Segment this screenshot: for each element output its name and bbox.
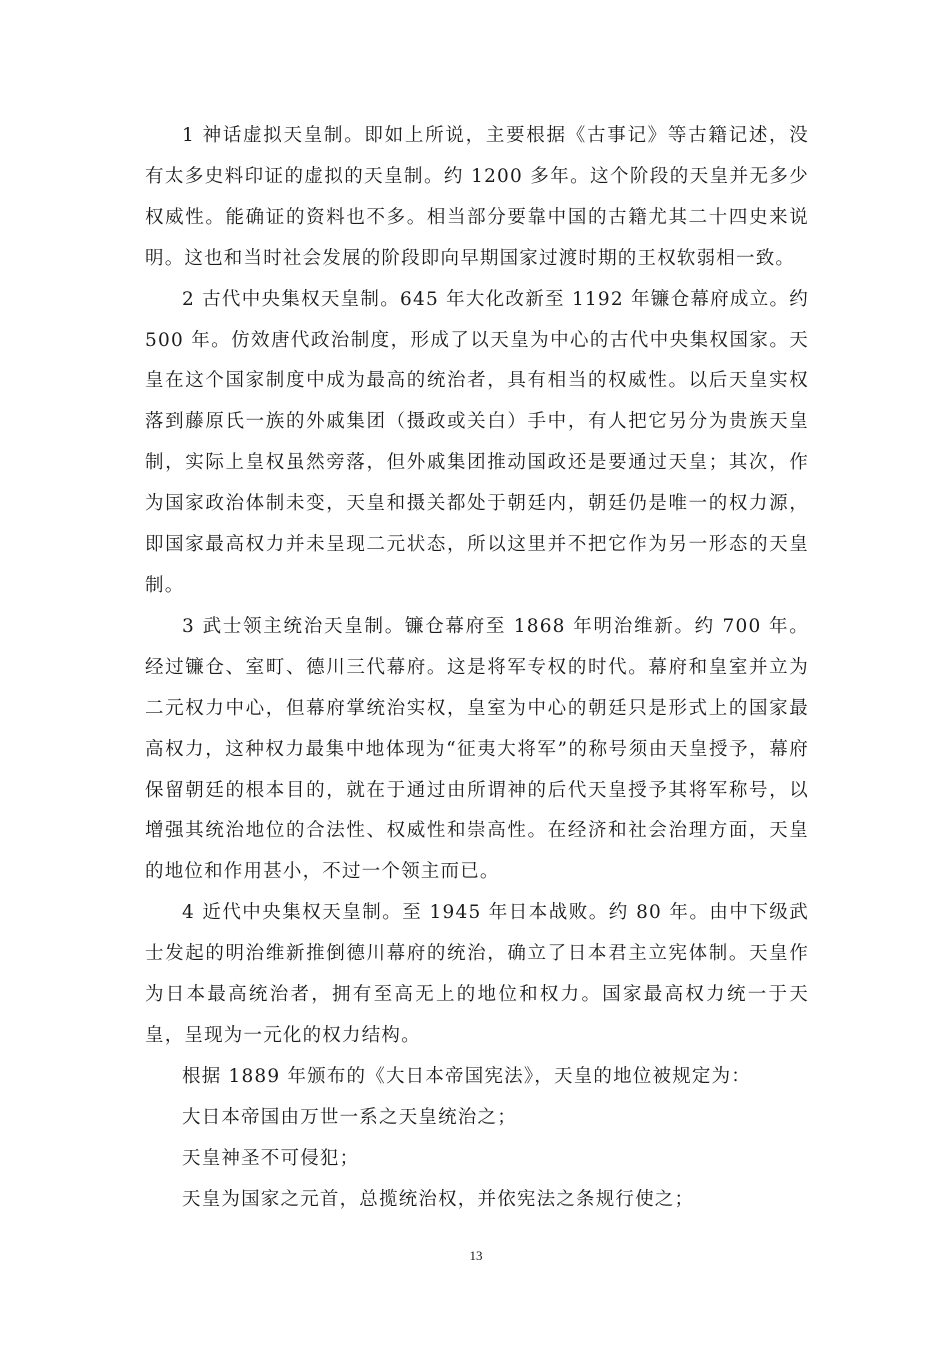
paragraph-samurai-lord-emperor-system: 3 武士领主统治天皇制。镰仓幕府至 1868 年明治维新。约 700 年。经过镰仓、室町、德川三代幕府。这是将军专权的时代。幕府和皇室并立为二元权力中心，但幕府掌统治实权，皇室为中心的朝廷只是形式上的国家最高权力，这种权力最集中地体现为“征夷大将军”的称号须由天皇授予，幕府保留朝廷的根本目的，就在于通过由所谓神的后代天皇授予其将军称号，以增强其统治地位的合法性、权威性和崇高性。在经济和社会治理方面，天皇的地位和作用甚小，不过一个领主而已。 [145,615,809,883]
body-text [145,116,809,1220]
paragraph-constitution-intro: 根据 1889 年颁布的《大日本帝国宪法》，天皇的地位被规定为： [182,1065,751,1087]
paragraph-modern-centralized-emperor-system: 4 近代中央集权天皇制。至 1945 年日本战败。约 80 年。由中下级武士发起的明治维新推倒德川幕府的统治，确立了日本君主立宪体制。天皇作为日本最高统治者，拥有至高无上的地位和权力。国家最高权力统一于天皇，呈现为一元化的权力结构。 [145,902,809,1046]
paragraph-constitution-article-3: 天皇神圣不可侵犯； [182,1147,360,1169]
paragraph-ancient-centralized-emperor-system: 2 古代中央集权天皇制。645 年大化改新至 1192 年镰仓幕府成立。约 500 年。仿效唐代政治制度，形成了以天皇为中心的古代中央集权国家。天皇在这个国家制度中成为最高的统治者，具有相当的权威性。以后天皇实权落到藤原氏一族的外戚集团（摄政或关白）手中，有人把它另分为贵族天皇制，实际上皇权虽然旁落，但外戚集团推动国政还是要通过天皇；其次，作为国家政治体制未变，天皇和摄关都处于朝廷内，朝廷仍是唯一的权力源，即国家最高权力并未呈现二元状态，所以这里并不把它作为另一形态的天皇制。 [145,288,809,596]
page-number: 13 [469,1248,483,1263]
paragraph-constitution-article-4: 天皇为国家之元首，总揽统治权，并依宪法之条规行使之； [182,1188,695,1210]
paragraph-constitution-article-1: 大日本帝国由万世一系之天皇统治之； [182,1106,517,1128]
paragraph-mythical-emperor-system: 1 神话虚拟天皇制。即如上所说，主要根据《古事记》等古籍记述，没有太多史料印证的虚拟的天皇制。约 1200 多年。这个阶段的天皇并无多少权威性。能确证的资料也不多。相当部分要靠中国的古籍尤其二十四史来说明。这也和当时社会发展的阶段即向早期国家过渡时期的王权软弱相一致。 [145,125,809,269]
